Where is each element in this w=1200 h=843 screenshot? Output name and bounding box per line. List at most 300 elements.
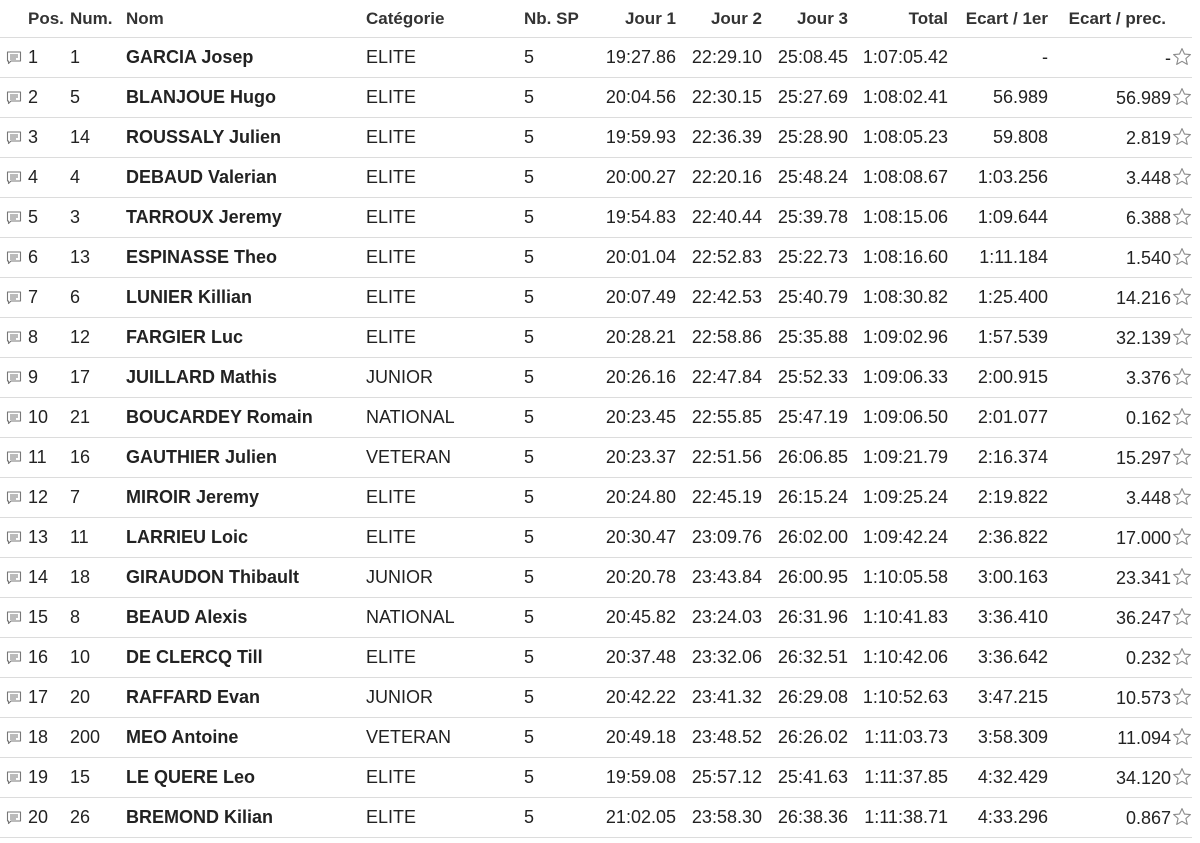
bib-number: 17 <box>70 358 126 398</box>
gap-to-previous-cell <box>1048 278 1192 318</box>
comment-icon[interactable] <box>6 250 22 266</box>
comment-icon[interactable] <box>6 290 22 306</box>
special-count: 5 <box>524 718 594 758</box>
table-row[interactable] <box>0 118 1192 158</box>
gap-to-previous: 0.867 <box>1125 807 1171 828</box>
table-row[interactable] <box>0 238 1192 278</box>
pos-cell <box>0 358 70 398</box>
day-3-time: 26:26.02 <box>762 718 848 758</box>
comment-icon[interactable] <box>6 770 22 786</box>
table-row[interactable] <box>0 438 1192 478</box>
total-time: 1:07:05.42 <box>848 38 948 78</box>
pos-cell <box>0 678 70 718</box>
gap-to-previous: 17.000 <box>1115 527 1171 548</box>
rider-name: LARRIEU Loic <box>126 518 366 558</box>
gap-to-previous-cell <box>1048 358 1192 398</box>
rider-name: FARGIER Luc <box>126 318 366 358</box>
special-count: 5 <box>524 598 594 638</box>
comment-icon[interactable] <box>6 650 22 666</box>
gap-to-previous-cell <box>1048 38 1192 78</box>
star-outline-icon[interactable] <box>1172 607 1192 627</box>
pos-cell <box>0 798 70 838</box>
day-3-time: 25:28.90 <box>762 118 848 158</box>
table-row[interactable] <box>0 38 1192 78</box>
rider-name: MEO Antoine <box>126 718 366 758</box>
day-3-time: 26:29.08 <box>762 678 848 718</box>
total-time: 1:09:25.24 <box>848 478 948 518</box>
pos-cell <box>0 398 70 438</box>
day-2-time: 22:36.39 <box>676 118 762 158</box>
gap-to-previous: 10.573 <box>1115 687 1171 708</box>
position-value: 5 <box>28 207 39 227</box>
pos-cell <box>0 318 70 358</box>
gap-to-previous: - <box>1165 47 1171 68</box>
total-time: 1:10:05.58 <box>848 558 948 598</box>
position-value: 15 <box>28 607 49 627</box>
table-row[interactable] <box>0 798 1192 838</box>
bib-number: 21 <box>70 398 126 438</box>
day-2-time: 23:41.32 <box>676 678 762 718</box>
day-3-time: 26:00.95 <box>762 558 848 598</box>
gap-to-previous: 2.819 <box>1125 127 1171 148</box>
position-value: 17 <box>28 687 49 707</box>
comment-icon[interactable] <box>6 170 22 186</box>
position-value: 8 <box>28 327 39 347</box>
comment-icon[interactable] <box>6 50 22 66</box>
table-row[interactable] <box>0 718 1192 758</box>
table-row[interactable] <box>0 678 1192 718</box>
total-time: 1:08:30.82 <box>848 278 948 318</box>
special-count: 5 <box>524 38 594 78</box>
category: ELITE <box>366 638 524 678</box>
gap-to-previous-cell <box>1048 598 1192 638</box>
gap-to-previous: 3.376 <box>1125 367 1171 388</box>
rider-name: JUILLARD Mathis <box>126 358 366 398</box>
category: ELITE <box>366 478 524 518</box>
rider-name: LE QUERE Leo <box>126 758 366 798</box>
special-count: 5 <box>524 118 594 158</box>
day-3-time: 25:35.88 <box>762 318 848 358</box>
day-2-time: 22:52.83 <box>676 238 762 278</box>
gap-to-previous: 6.388 <box>1125 207 1171 228</box>
rider-name: BEAUD Alexis <box>126 598 366 638</box>
star-outline-icon[interactable] <box>1172 407 1192 427</box>
star-outline-icon[interactable] <box>1172 527 1192 547</box>
day-1-time: 20:28.21 <box>594 318 676 358</box>
day-3-time: 25:52.33 <box>762 358 848 398</box>
bib-number: 12 <box>70 318 126 358</box>
pos-cell <box>0 38 70 78</box>
position-value: 12 <box>28 487 49 507</box>
bib-number: 20 <box>70 678 126 718</box>
gap-to-first: 1:03.256 <box>948 158 1048 198</box>
category: VETERAN <box>366 718 524 758</box>
position-value: 19 <box>28 767 49 787</box>
position-value: 7 <box>28 287 39 307</box>
day-1-time: 20:01.04 <box>594 238 676 278</box>
bib-number: 4 <box>70 158 126 198</box>
comment-icon[interactable] <box>6 410 22 426</box>
bib-number: 200 <box>70 718 126 758</box>
bib-number: 7 <box>70 478 126 518</box>
category: ELITE <box>366 38 524 78</box>
star-outline-icon[interactable] <box>1172 127 1192 147</box>
gap-to-first: 4:32.429 <box>948 758 1048 798</box>
gap-to-first: - <box>948 38 1048 78</box>
bib-number: 26 <box>70 798 126 838</box>
comment-icon[interactable] <box>6 490 22 506</box>
category: NATIONAL <box>366 598 524 638</box>
day-3-time: 26:31.96 <box>762 598 848 638</box>
comment-icon[interactable] <box>6 210 22 226</box>
rider-name: TARROUX Jeremy <box>126 198 366 238</box>
table-row[interactable] <box>0 758 1192 798</box>
gap-to-previous-cell <box>1048 518 1192 558</box>
gap-to-first: 3:36.410 <box>948 598 1048 638</box>
day-2-time: 23:09.76 <box>676 518 762 558</box>
total-time: 1:08:15.06 <box>848 198 948 238</box>
day-1-time: 20:30.47 <box>594 518 676 558</box>
rider-name: MIROIR Jeremy <box>126 478 366 518</box>
star-outline-icon[interactable] <box>1172 567 1192 587</box>
col-header-ecart-prec[interactable]: Ecart / prec. <box>1068 8 1166 28</box>
gap-to-previous: 1.540 <box>1125 247 1171 268</box>
total-time: 1:10:41.83 <box>848 598 948 638</box>
total-time: 1:10:42.06 <box>848 638 948 678</box>
star-outline-icon[interactable] <box>1172 327 1192 347</box>
col-header-ecart-1er[interactable]: Ecart / 1er <box>965 8 1048 28</box>
special-count: 5 <box>524 78 594 118</box>
gap-to-first: 3:00.163 <box>948 558 1048 598</box>
table-row[interactable] <box>0 598 1192 638</box>
pos-cell <box>0 638 70 678</box>
pos-cell <box>0 598 70 638</box>
star-outline-icon[interactable] <box>1172 447 1192 467</box>
gap-to-first: 1:25.400 <box>948 278 1048 318</box>
pos-cell <box>0 118 70 158</box>
star-outline-icon[interactable] <box>1172 287 1192 307</box>
position-value: 4 <box>28 167 39 187</box>
gap-to-first: 2:36.822 <box>948 518 1048 558</box>
position-value: 13 <box>28 527 49 547</box>
bib-number: 8 <box>70 598 126 638</box>
position-value: 3 <box>28 127 39 147</box>
col-header-jour-1[interactable]: Jour 1 <box>624 8 676 28</box>
col-header-nom[interactable]: Nom <box>126 8 164 28</box>
category: ELITE <box>366 78 524 118</box>
day-1-time: 20:37.48 <box>594 638 676 678</box>
gap-to-first: 2:19.822 <box>948 478 1048 518</box>
rider-name: DE CLERCQ Till <box>126 638 366 678</box>
gap-to-first: 2:01.077 <box>948 398 1048 438</box>
col-header-nb-sp[interactable]: Nb. SP <box>524 8 579 28</box>
bib-number: 1 <box>70 38 126 78</box>
gap-to-previous-cell <box>1048 798 1192 838</box>
gap-to-first: 2:00.915 <box>948 358 1048 398</box>
pos-cell <box>0 158 70 198</box>
bib-number: 16 <box>70 438 126 478</box>
gap-to-previous-cell <box>1048 398 1192 438</box>
table-row[interactable] <box>0 318 1192 358</box>
rider-name: ESPINASSE Theo <box>126 238 366 278</box>
rider-name: GIRAUDON Thibault <box>126 558 366 598</box>
day-1-time: 19:27.86 <box>594 38 676 78</box>
day-1-time: 20:23.45 <box>594 398 676 438</box>
category: ELITE <box>366 118 524 158</box>
day-1-time: 20:07.49 <box>594 278 676 318</box>
rider-name: BREMOND Kilian <box>126 798 366 838</box>
day-1-time: 20:49.18 <box>594 718 676 758</box>
gap-to-previous-cell <box>1048 718 1192 758</box>
star-outline-icon[interactable] <box>1172 767 1192 787</box>
day-3-time: 25:41.63 <box>762 758 848 798</box>
category: VETERAN <box>366 438 524 478</box>
table-row[interactable] <box>0 558 1192 598</box>
rider-name: BLANJOUE Hugo <box>126 78 366 118</box>
comment-icon[interactable] <box>6 730 22 746</box>
day-3-time: 25:22.73 <box>762 238 848 278</box>
day-2-time: 22:51.56 <box>676 438 762 478</box>
special-count: 5 <box>524 798 594 838</box>
category: ELITE <box>366 318 524 358</box>
gap-to-previous: 36.247 <box>1115 607 1171 628</box>
table-row[interactable] <box>0 198 1192 238</box>
position-value: 20 <box>28 807 49 827</box>
category: ELITE <box>366 158 524 198</box>
day-1-time: 19:59.93 <box>594 118 676 158</box>
pos-cell <box>0 438 70 478</box>
special-count: 5 <box>524 238 594 278</box>
day-2-time: 23:32.06 <box>676 638 762 678</box>
gap-to-previous: 32.139 <box>1115 327 1171 348</box>
day-2-time: 22:30.15 <box>676 78 762 118</box>
table-row[interactable] <box>0 638 1192 678</box>
total-time: 1:09:06.50 <box>848 398 948 438</box>
gap-to-previous: 23.341 <box>1115 567 1171 588</box>
col-header-num[interactable]: Num. <box>70 8 113 28</box>
special-count: 5 <box>524 158 594 198</box>
comment-icon[interactable] <box>6 450 22 466</box>
day-3-time: 26:32.51 <box>762 638 848 678</box>
gap-to-previous: 3.448 <box>1125 167 1171 188</box>
comment-icon[interactable] <box>6 90 22 106</box>
bib-number: 18 <box>70 558 126 598</box>
day-2-time: 22:45.19 <box>676 478 762 518</box>
day-1-time: 20:45.82 <box>594 598 676 638</box>
gap-to-previous-cell <box>1048 478 1192 518</box>
total-time: 1:10:52.63 <box>848 678 948 718</box>
day-1-time: 19:54.83 <box>594 198 676 238</box>
table-row[interactable] <box>0 78 1192 118</box>
comment-icon[interactable] <box>6 370 22 386</box>
rider-name: GARCIA Josep <box>126 38 366 78</box>
gap-to-previous: 34.120 <box>1115 767 1171 788</box>
star-outline-icon[interactable] <box>1172 367 1192 387</box>
star-outline-icon[interactable] <box>1172 207 1192 227</box>
pos-cell <box>0 78 70 118</box>
special-count: 5 <box>524 678 594 718</box>
day-2-time: 22:42.53 <box>676 278 762 318</box>
total-time: 1:08:02.41 <box>848 78 948 118</box>
day-3-time: 26:15.24 <box>762 478 848 518</box>
day-2-time: 23:24.03 <box>676 598 762 638</box>
total-time: 1:08:08.67 <box>848 158 948 198</box>
day-2-time: 23:43.84 <box>676 558 762 598</box>
gap-to-previous-cell <box>1048 758 1192 798</box>
special-count: 5 <box>524 318 594 358</box>
category: ELITE <box>366 758 524 798</box>
day-1-time: 20:23.37 <box>594 438 676 478</box>
star-outline-icon[interactable] <box>1172 687 1192 707</box>
comment-icon[interactable] <box>6 530 22 546</box>
table-row[interactable] <box>0 398 1192 438</box>
day-3-time: 25:47.19 <box>762 398 848 438</box>
day-2-time: 22:40.44 <box>676 198 762 238</box>
category: ELITE <box>366 238 524 278</box>
gap-to-first: 1:57.539 <box>948 318 1048 358</box>
gap-to-previous-cell <box>1048 78 1192 118</box>
day-1-time: 20:26.16 <box>594 358 676 398</box>
comment-icon[interactable] <box>6 610 22 626</box>
star-outline-icon[interactable] <box>1172 487 1192 507</box>
star-outline-icon[interactable] <box>1172 647 1192 667</box>
col-header-pos[interactable]: Pos. <box>28 8 64 28</box>
total-time: 1:09:21.79 <box>848 438 948 478</box>
gap-to-first: 4:33.296 <box>948 798 1048 838</box>
day-2-time: 22:20.16 <box>676 158 762 198</box>
special-count: 5 <box>524 358 594 398</box>
table-row[interactable] <box>0 518 1192 558</box>
position-value: 16 <box>28 647 49 667</box>
position-value: 9 <box>28 367 39 387</box>
gap-to-previous-cell <box>1048 158 1192 198</box>
gap-to-previous: 3.448 <box>1125 487 1171 508</box>
table-row[interactable] <box>0 478 1192 518</box>
day-3-time: 26:06.85 <box>762 438 848 478</box>
special-count: 5 <box>524 278 594 318</box>
total-time: 1:11:03.73 <box>848 718 948 758</box>
results-body <box>0 38 1192 838</box>
gap-to-first: 1:09.644 <box>948 198 1048 238</box>
day-3-time: 25:48.24 <box>762 158 848 198</box>
gap-to-previous: 14.216 <box>1115 287 1171 308</box>
rider-name: LUNIER Killian <box>126 278 366 318</box>
gap-to-first: 2:16.374 <box>948 438 1048 478</box>
gap-to-previous-cell <box>1048 678 1192 718</box>
star-outline-icon[interactable] <box>1172 247 1192 267</box>
pos-cell <box>0 518 70 558</box>
gap-to-previous-cell <box>1048 318 1192 358</box>
total-time: 1:09:42.24 <box>848 518 948 558</box>
day-3-time: 26:38.36 <box>762 798 848 838</box>
table-row[interactable] <box>0 158 1192 198</box>
day-3-time: 25:08.45 <box>762 38 848 78</box>
comment-icon[interactable] <box>6 690 22 706</box>
comment-icon[interactable] <box>6 810 22 826</box>
star-outline-icon[interactable] <box>1172 87 1192 107</box>
pos-cell <box>0 238 70 278</box>
bib-number: 11 <box>70 518 126 558</box>
day-1-time: 20:24.80 <box>594 478 676 518</box>
gap-to-previous: 0.232 <box>1125 647 1171 668</box>
gap-to-previous-cell <box>1048 198 1192 238</box>
star-outline-icon[interactable] <box>1172 807 1192 827</box>
day-2-time: 23:58.30 <box>676 798 762 838</box>
day-2-time: 22:47.84 <box>676 358 762 398</box>
total-time: 1:09:06.33 <box>848 358 948 398</box>
col-header-jour-3[interactable]: Jour 3 <box>796 8 848 28</box>
col-header-categorie[interactable]: Catégorie <box>366 8 445 28</box>
special-count: 5 <box>524 478 594 518</box>
position-value: 18 <box>28 727 49 747</box>
gap-to-first: 3:47.215 <box>948 678 1048 718</box>
col-header-total[interactable]: Total <box>908 8 948 28</box>
position-value: 6 <box>28 247 39 267</box>
gap-to-first: 3:58.309 <box>948 718 1048 758</box>
gap-to-previous: 11.094 <box>1117 727 1171 748</box>
special-count: 5 <box>524 638 594 678</box>
position-value: 14 <box>28 567 49 587</box>
day-2-time: 22:55.85 <box>676 398 762 438</box>
category: ELITE <box>366 278 524 318</box>
day-3-time: 25:40.79 <box>762 278 848 318</box>
pos-cell <box>0 278 70 318</box>
bib-number: 15 <box>70 758 126 798</box>
gap-to-first: 59.808 <box>948 118 1048 158</box>
special-count: 5 <box>524 198 594 238</box>
rider-name: RAFFARD Evan <box>126 678 366 718</box>
gap-to-previous: 56.989 <box>1115 87 1171 108</box>
gap-to-previous: 0.162 <box>1125 407 1171 428</box>
star-outline-icon[interactable] <box>1172 47 1192 67</box>
day-1-time: 20:00.27 <box>594 158 676 198</box>
comment-icon[interactable] <box>6 570 22 586</box>
category: JUNIOR <box>366 558 524 598</box>
total-time: 1:08:05.23 <box>848 118 948 158</box>
category: ELITE <box>366 798 524 838</box>
category: ELITE <box>366 198 524 238</box>
day-1-time: 20:04.56 <box>594 78 676 118</box>
category: ELITE <box>366 518 524 558</box>
star-outline-icon[interactable] <box>1172 167 1192 187</box>
pos-cell <box>0 758 70 798</box>
bib-number: 13 <box>70 238 126 278</box>
bib-number: 10 <box>70 638 126 678</box>
comment-icon[interactable] <box>6 330 22 346</box>
comment-icon[interactable] <box>6 130 22 146</box>
day-3-time: 25:27.69 <box>762 78 848 118</box>
col-header-jour-2[interactable]: Jour 2 <box>710 8 762 28</box>
total-time: 1:09:02.96 <box>848 318 948 358</box>
gap-to-previous-cell <box>1048 238 1192 278</box>
gap-to-first: 56.989 <box>948 78 1048 118</box>
category: JUNIOR <box>366 678 524 718</box>
day-1-time: 21:02.05 <box>594 798 676 838</box>
star-outline-icon[interactable] <box>1172 727 1192 747</box>
special-count: 5 <box>524 758 594 798</box>
pos-cell <box>0 558 70 598</box>
table-row[interactable] <box>0 358 1192 398</box>
table-row[interactable] <box>0 278 1192 318</box>
gap-to-previous-cell <box>1048 638 1192 678</box>
category: JUNIOR <box>366 358 524 398</box>
rider-name: ROUSSALY Julien <box>126 118 366 158</box>
pos-cell <box>0 478 70 518</box>
total-time: 1:08:16.60 <box>848 238 948 278</box>
gap-to-previous-cell <box>1048 438 1192 478</box>
rider-name: DEBAUD Valerian <box>126 158 366 198</box>
bib-number: 6 <box>70 278 126 318</box>
